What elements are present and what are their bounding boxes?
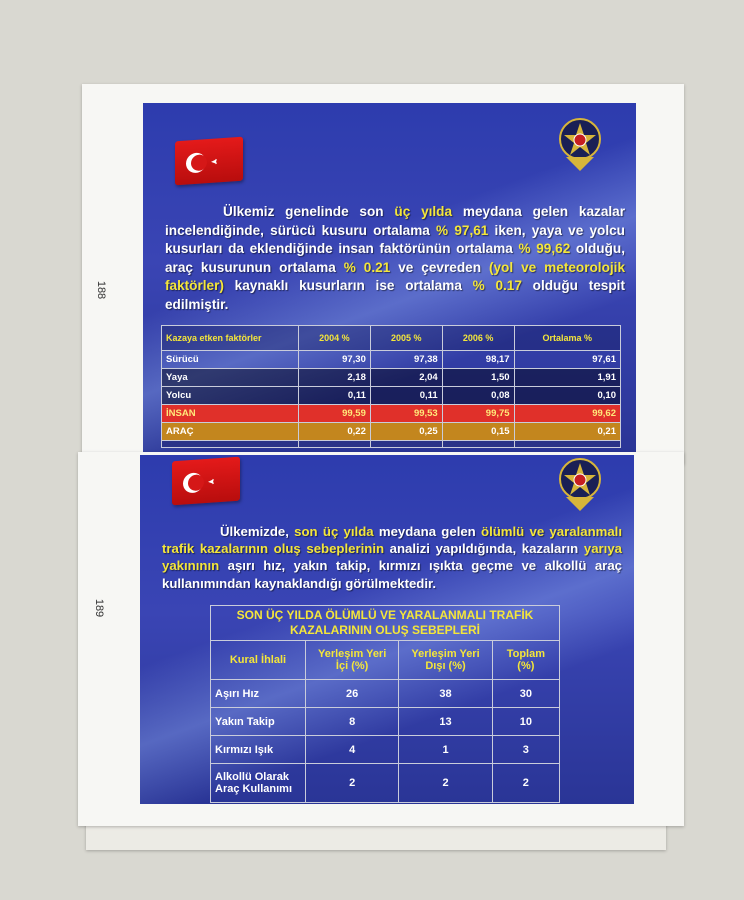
table-row bbox=[211, 736, 560, 764]
row-label: Alkollü Olarak Araç Kullanımı bbox=[211, 764, 306, 803]
table-cell: 99,62 bbox=[514, 405, 620, 423]
table-row bbox=[211, 680, 560, 708]
paragraph-text: ve çevreden bbox=[390, 259, 489, 275]
header-cell: 2006 % bbox=[442, 326, 514, 351]
header-cell: 2005 % bbox=[370, 326, 442, 351]
table-cell: 2 bbox=[305, 764, 398, 803]
paragraph-text: kaynaklı kusurların ise ortalama bbox=[223, 278, 473, 294]
table-header-row bbox=[162, 326, 621, 351]
table-row bbox=[211, 764, 560, 803]
page-number: 188 bbox=[95, 280, 108, 300]
row-label: ARAÇ bbox=[162, 423, 299, 441]
table-cell: 0,08 bbox=[442, 387, 514, 405]
factors-table bbox=[161, 325, 621, 448]
slide-top bbox=[143, 103, 636, 455]
table-cell: 2 bbox=[399, 764, 492, 803]
highlighted-text: yarıya yakınının bbox=[162, 541, 622, 574]
table-cell: 97,30 bbox=[299, 351, 371, 369]
paragraph-text: Ülkemizde, bbox=[220, 524, 295, 539]
causes-table bbox=[210, 605, 560, 803]
table-row bbox=[162, 405, 621, 423]
table-cell: 0,11 bbox=[299, 387, 371, 405]
table-cell: 98,17 bbox=[442, 351, 514, 369]
table-cell: 0,21 bbox=[514, 423, 620, 441]
turkish-flag-icon bbox=[175, 137, 243, 186]
table-cell: 2,18 bbox=[299, 369, 371, 387]
table-cell: 1,50 bbox=[442, 369, 514, 387]
row-label: Yakın Takip bbox=[211, 708, 306, 736]
header-cell: Yerleşim Yeri İçi (%) bbox=[305, 641, 398, 680]
table-row bbox=[162, 351, 621, 369]
highlighted-text: % 97,61 bbox=[436, 222, 489, 238]
table-cell: 0,15 bbox=[442, 423, 514, 441]
clipped-row bbox=[162, 441, 621, 448]
highlighted-text: % 99,62 bbox=[518, 241, 571, 257]
highlighted-text: % 0.21 bbox=[343, 259, 391, 275]
table-cell bbox=[162, 441, 299, 448]
table-cell bbox=[514, 441, 620, 448]
paragraph-text: olduğu, araç kusurunun ortalama bbox=[165, 241, 625, 275]
table-cell bbox=[370, 441, 442, 448]
table-cell: 97,38 bbox=[370, 351, 442, 369]
row-label: Kırmızı Işık bbox=[211, 736, 306, 764]
table-cell: 26 bbox=[305, 680, 398, 708]
table-cell bbox=[442, 441, 514, 448]
table-title: SON ÜÇ YILDA ÖLÜMLÜ VE YARALANMALI TRAFİK KAZALARININ OLUŞ SEBEPLERİ bbox=[211, 606, 560, 641]
table-title-row bbox=[211, 606, 560, 641]
row-label: Sürücü bbox=[162, 351, 299, 369]
table-cell: 4 bbox=[305, 736, 398, 764]
slide-bottom bbox=[140, 455, 634, 804]
police-emblem-icon bbox=[556, 457, 604, 511]
header-cell: Kazaya etken faktörler bbox=[162, 326, 299, 351]
header-cell: 2004 % bbox=[299, 326, 371, 351]
table-cell: 10 bbox=[492, 708, 559, 736]
header-cell: Toplam (%) bbox=[492, 641, 559, 680]
table-cell: 1 bbox=[399, 736, 492, 764]
highlighted-text: ölümlü ve yaralanmalı trafik kazalarının oluş sebeplerinin bbox=[162, 524, 623, 557]
row-label: Yaya bbox=[162, 369, 299, 387]
table-cell: 8 bbox=[305, 708, 398, 736]
table-header-row bbox=[211, 641, 560, 680]
table-cell: 3 bbox=[492, 736, 559, 764]
turkish-flag-icon bbox=[172, 457, 240, 506]
paragraph-text: analizi yapıldığında, kazaların bbox=[384, 541, 584, 557]
table-cell: 97,61 bbox=[514, 351, 620, 369]
paragraph-text: aşırı hız, yakın takip, kırmızı ışıkta geçme ve alkollü araç kullanımından kaynaklandığı görülmektedir. bbox=[162, 558, 622, 591]
header-cell: Kural İhlali bbox=[211, 641, 306, 680]
analysis-paragraph bbox=[162, 523, 622, 592]
table-cell: 1,91 bbox=[514, 369, 620, 387]
header-cell: Ortalama % bbox=[514, 326, 620, 351]
table-cell: 30 bbox=[492, 680, 559, 708]
paragraph-text: Ülkemiz genelinde son bbox=[223, 204, 395, 219]
row-label: İNSAN bbox=[162, 405, 299, 423]
table-cell: 0,11 bbox=[370, 387, 442, 405]
summary-paragraph bbox=[165, 203, 625, 315]
table-row bbox=[162, 423, 621, 441]
paragraph-text: olduğu tespit edilmiştir. bbox=[165, 278, 625, 312]
table-cell: 0,25 bbox=[370, 423, 442, 441]
paragraph-text: meydana gelen bbox=[373, 524, 482, 539]
table-cell: 2,04 bbox=[370, 369, 442, 387]
highlighted-text: % 0.17 bbox=[472, 278, 522, 294]
paragraph-text: iken, yaya ve yolcu kusurları da eklendiğinde insan faktörünün ortalama bbox=[165, 222, 625, 257]
table-cell: 99,53 bbox=[370, 405, 442, 423]
highlighted-text: (yol ve meteorolojik faktörler) bbox=[165, 259, 626, 294]
table-row bbox=[211, 708, 560, 736]
table-cell: 99,59 bbox=[299, 405, 371, 423]
paragraph-text: meydana gelen kazalar incelendiğinde, sürücü kusuru ortalama bbox=[165, 204, 626, 238]
police-emblem-icon bbox=[556, 117, 604, 171]
highlighted-text: son üç yılda bbox=[294, 524, 374, 539]
table-cell: 99,75 bbox=[442, 405, 514, 423]
table-cell: 2 bbox=[492, 764, 559, 803]
table-cell: 13 bbox=[399, 708, 492, 736]
table-cell: 38 bbox=[399, 680, 492, 708]
table-cell: 0,10 bbox=[514, 387, 620, 405]
table-cell bbox=[299, 441, 371, 448]
highlighted-text: üç yılda bbox=[394, 204, 453, 219]
row-label: Aşırı Hız bbox=[211, 680, 306, 708]
row-label: Yolcu bbox=[162, 387, 299, 405]
page-number: 189 bbox=[93, 598, 106, 618]
table-cell: 0,22 bbox=[299, 423, 371, 441]
table-row bbox=[162, 387, 621, 405]
header-cell: Yerleşim Yeri Dışı (%) bbox=[399, 641, 492, 680]
table-row bbox=[162, 369, 621, 387]
